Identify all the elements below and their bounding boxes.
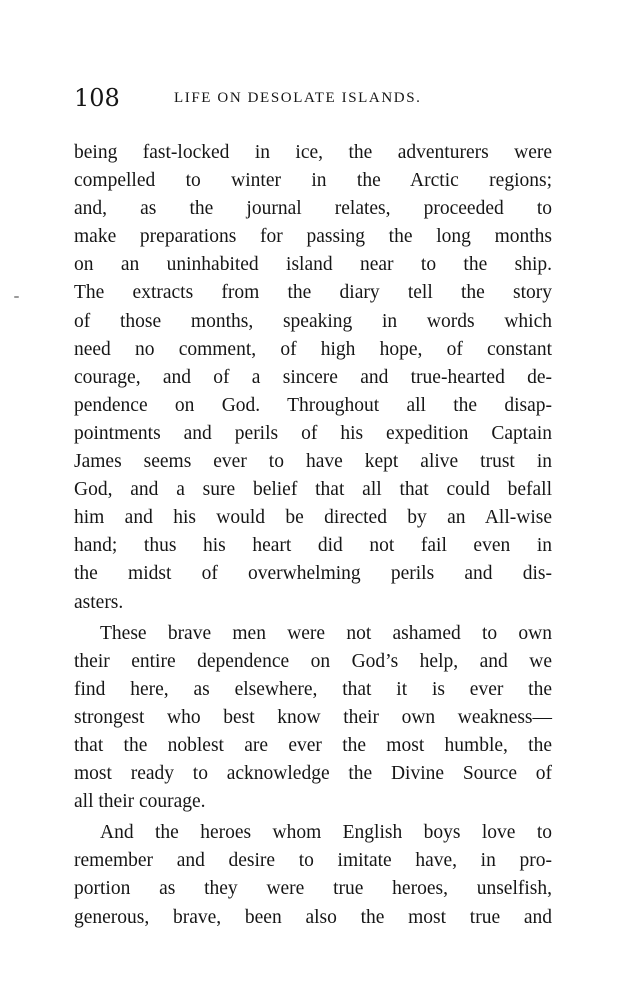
text-line: And the heroes whom English boys love to [100, 822, 552, 844]
text-line: need no comment, of high hope, of constant [74, 338, 552, 360]
text-line: all their courage. [74, 791, 206, 813]
text-line: most ready to acknowledge the Divine Source of [74, 763, 552, 785]
text-line: generous, brave, been also the most true and [74, 906, 552, 928]
text-line: strongest who best know their own weakness— [74, 706, 552, 728]
text-line: The extracts from the diary tell the story [74, 282, 552, 304]
body-text [74, 139, 552, 932]
text-line: courage, and of a sincere and true-hearted de- [74, 366, 552, 388]
text-line: pointments and perils of his expedition Captain [74, 422, 552, 444]
text-line: find here, as elsewhere, that it is ever the [74, 678, 552, 700]
text-line: that the noblest are ever the most humble, the [74, 734, 552, 756]
text-line: him and his would be directed by an All-wise [74, 507, 552, 529]
text-line: their entire dependence on God’s help, and we [74, 650, 552, 672]
text-line: portion as they were true heroes, unselfish, [74, 878, 552, 900]
text-line: and, as the journal relates, proceeded to [74, 198, 552, 220]
text-line: hand; thus his heart did not fail even in [74, 535, 552, 557]
text-line: being fast-locked in ice, the adventurers were [74, 142, 552, 163]
page-speck [14, 296, 19, 298]
text-line: These brave men were not ashamed to own [100, 622, 552, 644]
text-line: remember and desire to imitate have, in pro- [74, 850, 552, 872]
text-line: the midst of overwhelming perils and dis- [74, 563, 552, 585]
text-line: compelled to winter in the Arctic regions; [74, 170, 552, 192]
running-title: LIFE ON DESOLATE ISLANDS. [174, 90, 422, 106]
page-number: 108 [74, 84, 120, 112]
text-line: God, and a sure belief that all that could befall [74, 479, 552, 501]
text-line: James seems ever to have kept alive trust in [74, 451, 552, 473]
text-line: make preparations for passing the long months [74, 226, 552, 248]
text-line: on an uninhabited island near to the ship. [74, 254, 552, 276]
running-head [74, 82, 552, 114]
text-line: asters. [74, 591, 124, 613]
text-line: of those months, speaking in words which [74, 310, 552, 332]
text-line: pendence on God. Throughout all the disap- [74, 394, 552, 416]
